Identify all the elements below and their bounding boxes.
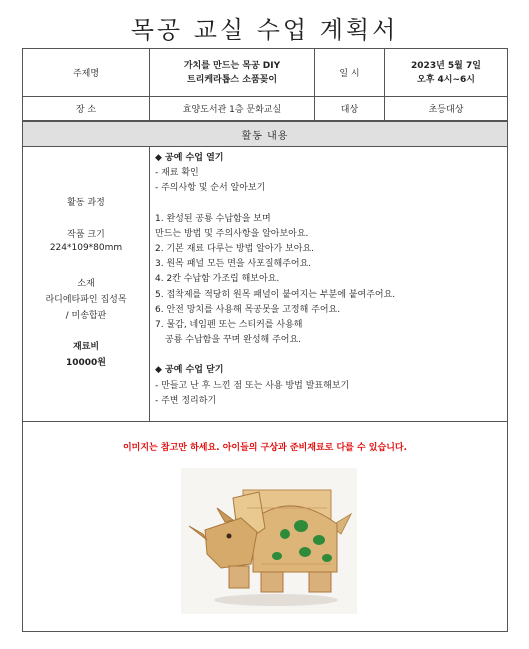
target-label: 대상 xyxy=(314,97,384,120)
step-item: 6. 안전 망치를 사용해 목공못을 고정해 주어요. xyxy=(155,304,341,315)
place-label: 장 소 xyxy=(75,105,97,115)
section-header-row xyxy=(23,121,507,147)
green-spot xyxy=(280,529,290,539)
place-row xyxy=(23,97,507,121)
fee-label: 재료비 xyxy=(72,342,100,352)
step-item: 7. 물감, 네임펜 또는 스티커를 사용해 xyxy=(155,320,303,331)
process-label: 활동 과정 xyxy=(67,198,105,208)
subject-line-2: 트리케라톱스 소품꽂이 xyxy=(186,74,278,85)
subject-value xyxy=(149,49,314,96)
step-item: 2. 기본 재료 다루는 방법 알아가 보아요. xyxy=(155,244,315,255)
step-item: 4. 2칸 수납함 가조립 해보아요. xyxy=(155,274,280,285)
activity-content xyxy=(155,151,505,409)
close-heading: ◆ 공예 수업 닫기 xyxy=(155,365,224,376)
section-header: 활동 내용 xyxy=(241,130,289,142)
step-item: 1. 완성된 공룡 수납함을 보며 xyxy=(155,213,271,224)
eye-mark xyxy=(227,534,232,539)
open-heading: ◆ 공예 수업 열기 xyxy=(155,153,224,163)
green-spot xyxy=(272,552,282,560)
size-value: 224*109*80mm xyxy=(49,243,123,253)
front-leg xyxy=(229,566,249,588)
open-item: - 주의사항 및 순서 알아보기 xyxy=(155,183,266,194)
close-item: - 만들고 난 후 느낀 점 또는 사용 방법 발표해보기 xyxy=(155,380,350,391)
green-spot xyxy=(299,547,311,557)
green-spot xyxy=(294,520,308,532)
target-value: 초등대상 xyxy=(384,97,507,120)
photo-shadow xyxy=(214,594,338,606)
page-title: 목공 교실 수업 계획서 xyxy=(130,16,399,44)
step-item: 5. 접착제를 적당히 원목 패널이 붙여지는 부분에 붙여주어요. xyxy=(155,289,396,300)
date-line-2: 오후 4시~6시 xyxy=(417,74,475,85)
material-label: 소재 xyxy=(77,279,95,289)
image-row xyxy=(23,422,507,632)
fee-value: 10000원 xyxy=(65,358,106,368)
spacer xyxy=(155,348,505,363)
activity-info-column xyxy=(23,147,150,421)
plan-table xyxy=(22,48,508,632)
activity-row xyxy=(23,147,507,422)
material-line-1: 라디에타파인 집성목 xyxy=(45,295,127,305)
subject-label: 주제명 xyxy=(72,69,100,79)
place-value: 효양도서관 1층 문화교실 xyxy=(149,97,314,120)
triceratops-box-photo xyxy=(181,468,357,614)
close-item: - 주변 정리하기 xyxy=(155,395,217,406)
green-spot xyxy=(322,554,332,562)
size-label: 작품 크기 xyxy=(67,230,105,240)
image-notice: 이미지는 참고만 하세요. 아이들의 구상과 준비재료로 다를 수 있습니다. xyxy=(122,443,408,453)
subject-row xyxy=(23,49,507,97)
material-line-2: / 미송합판 xyxy=(65,311,107,321)
step-item: 3. 원목 패널 모든 면을 사포질해주어요. xyxy=(155,259,312,270)
spacer xyxy=(155,197,505,212)
back-leg xyxy=(309,572,331,592)
subject-line-1: 가치를 만드는 목공 DIY xyxy=(183,60,281,71)
open-item: - 재료 확인 xyxy=(155,168,199,179)
date-label: 일 시 xyxy=(314,49,384,96)
step-item: 공룡 수납함을 꾸며 완성해 주어요. xyxy=(165,335,302,346)
date-line-1: 2023년 5월 7일 xyxy=(411,60,481,71)
step-item: 만드는 방법 및 주의사항을 알아보아요. xyxy=(155,228,309,239)
green-spot xyxy=(313,535,325,545)
date-value xyxy=(384,49,507,96)
middle-leg xyxy=(261,572,283,592)
